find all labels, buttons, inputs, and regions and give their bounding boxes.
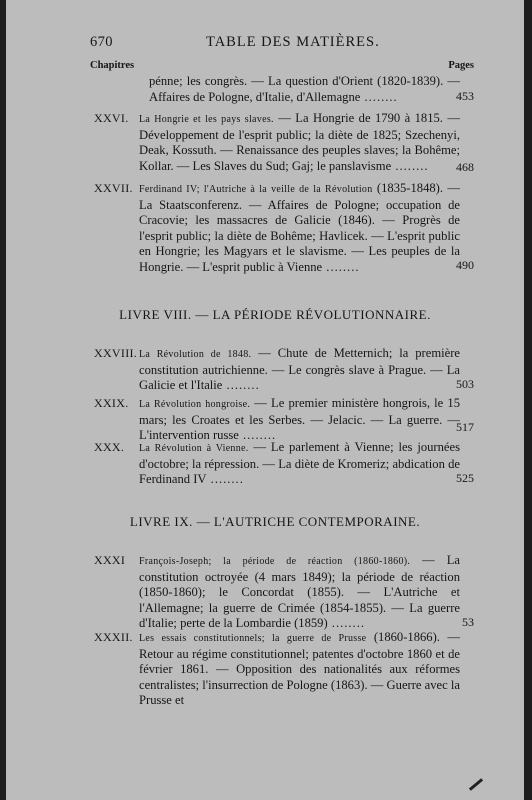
entry-text: La Révolution à Vienne. — Le parlement à Vienne; les journées d'octobre; la répression. — La diète de Kromeriz; abdication de Ferdinand IV .....: [139, 440, 460, 488]
entry-page: 525: [456, 471, 474, 485]
chapter-number: XXXII.: [94, 630, 133, 644]
page-number: 670: [90, 34, 113, 50]
entry-page: 468: [456, 160, 474, 174]
chapter-number: XXVIII.: [94, 346, 138, 360]
chapter-title: La Révolution hongroise.: [139, 399, 251, 410]
running-title: TABLE DES MATIÈRES.: [206, 34, 380, 50]
column-headers: [90, 60, 474, 71]
book-title: LIVRE VIII. — LA PÉRIODE RÉVOLUTIONNAIRE.: [119, 307, 431, 322]
chapter-title: La Révolution à Vienne.: [139, 443, 249, 454]
entry-page: 53: [462, 615, 474, 629]
book-title: LIVRE IX. — L'AUTRICHE CONTEMPORAINE.: [129, 514, 421, 529]
chapter-number: XXXI: [94, 553, 126, 567]
document-page: [6, 0, 524, 800]
chapter-number: XXVI.: [94, 111, 129, 125]
entry-page: 490: [456, 258, 474, 272]
entry-text: Les essais constitutionnels; la guerre de Prusse (1860-1866). — Retour au régime constitutionnel; patentes d'octobre 1860 et de février 1861. — Opposition des nationalités aux réformes centralistes; l'insurrection de Pologne (1863). — Guerre avec la Prusse et: [139, 630, 460, 708]
column-header-chapitres: Chapitres: [90, 60, 135, 71]
chapter-number: XXVII.: [94, 181, 133, 195]
ink-mark: [469, 778, 483, 791]
chapter-number: XXX.: [94, 440, 125, 454]
chapter-number: XXIX.: [94, 396, 129, 410]
entry-page: 503: [456, 377, 474, 391]
entry-text: La Révolution hongroise. — Le premier ministère hongrois, le 15 mars; les Croates et les Serbes. — Jelacic. — La guerre. — L'intervention russe .....: [139, 396, 460, 444]
column-header-pages: Pages: [448, 60, 474, 71]
entry-text: pénne; les congrès. — La question d'Orient (1820-1839). — Affaires de Pologne, d'Italie, d'Allemagne .....: [149, 74, 460, 105]
entry-text: La Révolution de 1848. — Chute de Metternich; la première constitution autrichienne. — Le congrès slave à Prague. — La Galicie et l'Italie .....: [139, 346, 460, 394]
chapter-title: Les essais constitutionnels; la guerre de Prusse: [139, 633, 367, 644]
chapter-title: La Révolution de 1848.: [139, 349, 252, 360]
entry-text: La Hongrie et les pays slaves. — La Hongrie de 1790 à 1815. — Développement de l'esprit public; la diète de 1825; Szechenyi, Deak, Kossuth. — Renaissance des peuples slaves; la Bohême; Kollar. — Les Slaves du Sud; Gaj; le panslavisme .....: [139, 111, 460, 174]
chapter-title: La Hongrie et les pays slaves.: [139, 114, 274, 125]
entry-text: Ferdinand IV; l'Autriche à la veille de la Révolution (1835-1848). — La Staatsconferenz. — Affaires de Pologne; occupation de Cracovie; les massacres de Galicie (1846). — Progrès de l'esprit public; la diète de Bohême; Havlicek. — L'esprit public en Hongrie; les Magyars et le slavisme. — Les peuples de la Hongrie. — L'esprit public à Vienne .....: [139, 181, 460, 276]
chapter-title: François-Joseph; la période de réaction (1860-1860).: [139, 556, 411, 567]
chapter-title: Ferdinand IV; l'Autriche à la veille de la Révolution: [139, 184, 373, 195]
entry-page: 517: [456, 420, 474, 434]
entry-page: 453: [456, 89, 474, 103]
entry-text: François-Joseph; la période de réaction (1860-1860). — La constitution octroyée (4 mars 1849); la période de réaction (1850-1860); le Concordat (1855). — L'Autriche et l'Allemagne; la guerre de Crimée (1854-1855). — La guerre d'Italie; perte de la Lombardie (1859) .....: [139, 553, 460, 632]
